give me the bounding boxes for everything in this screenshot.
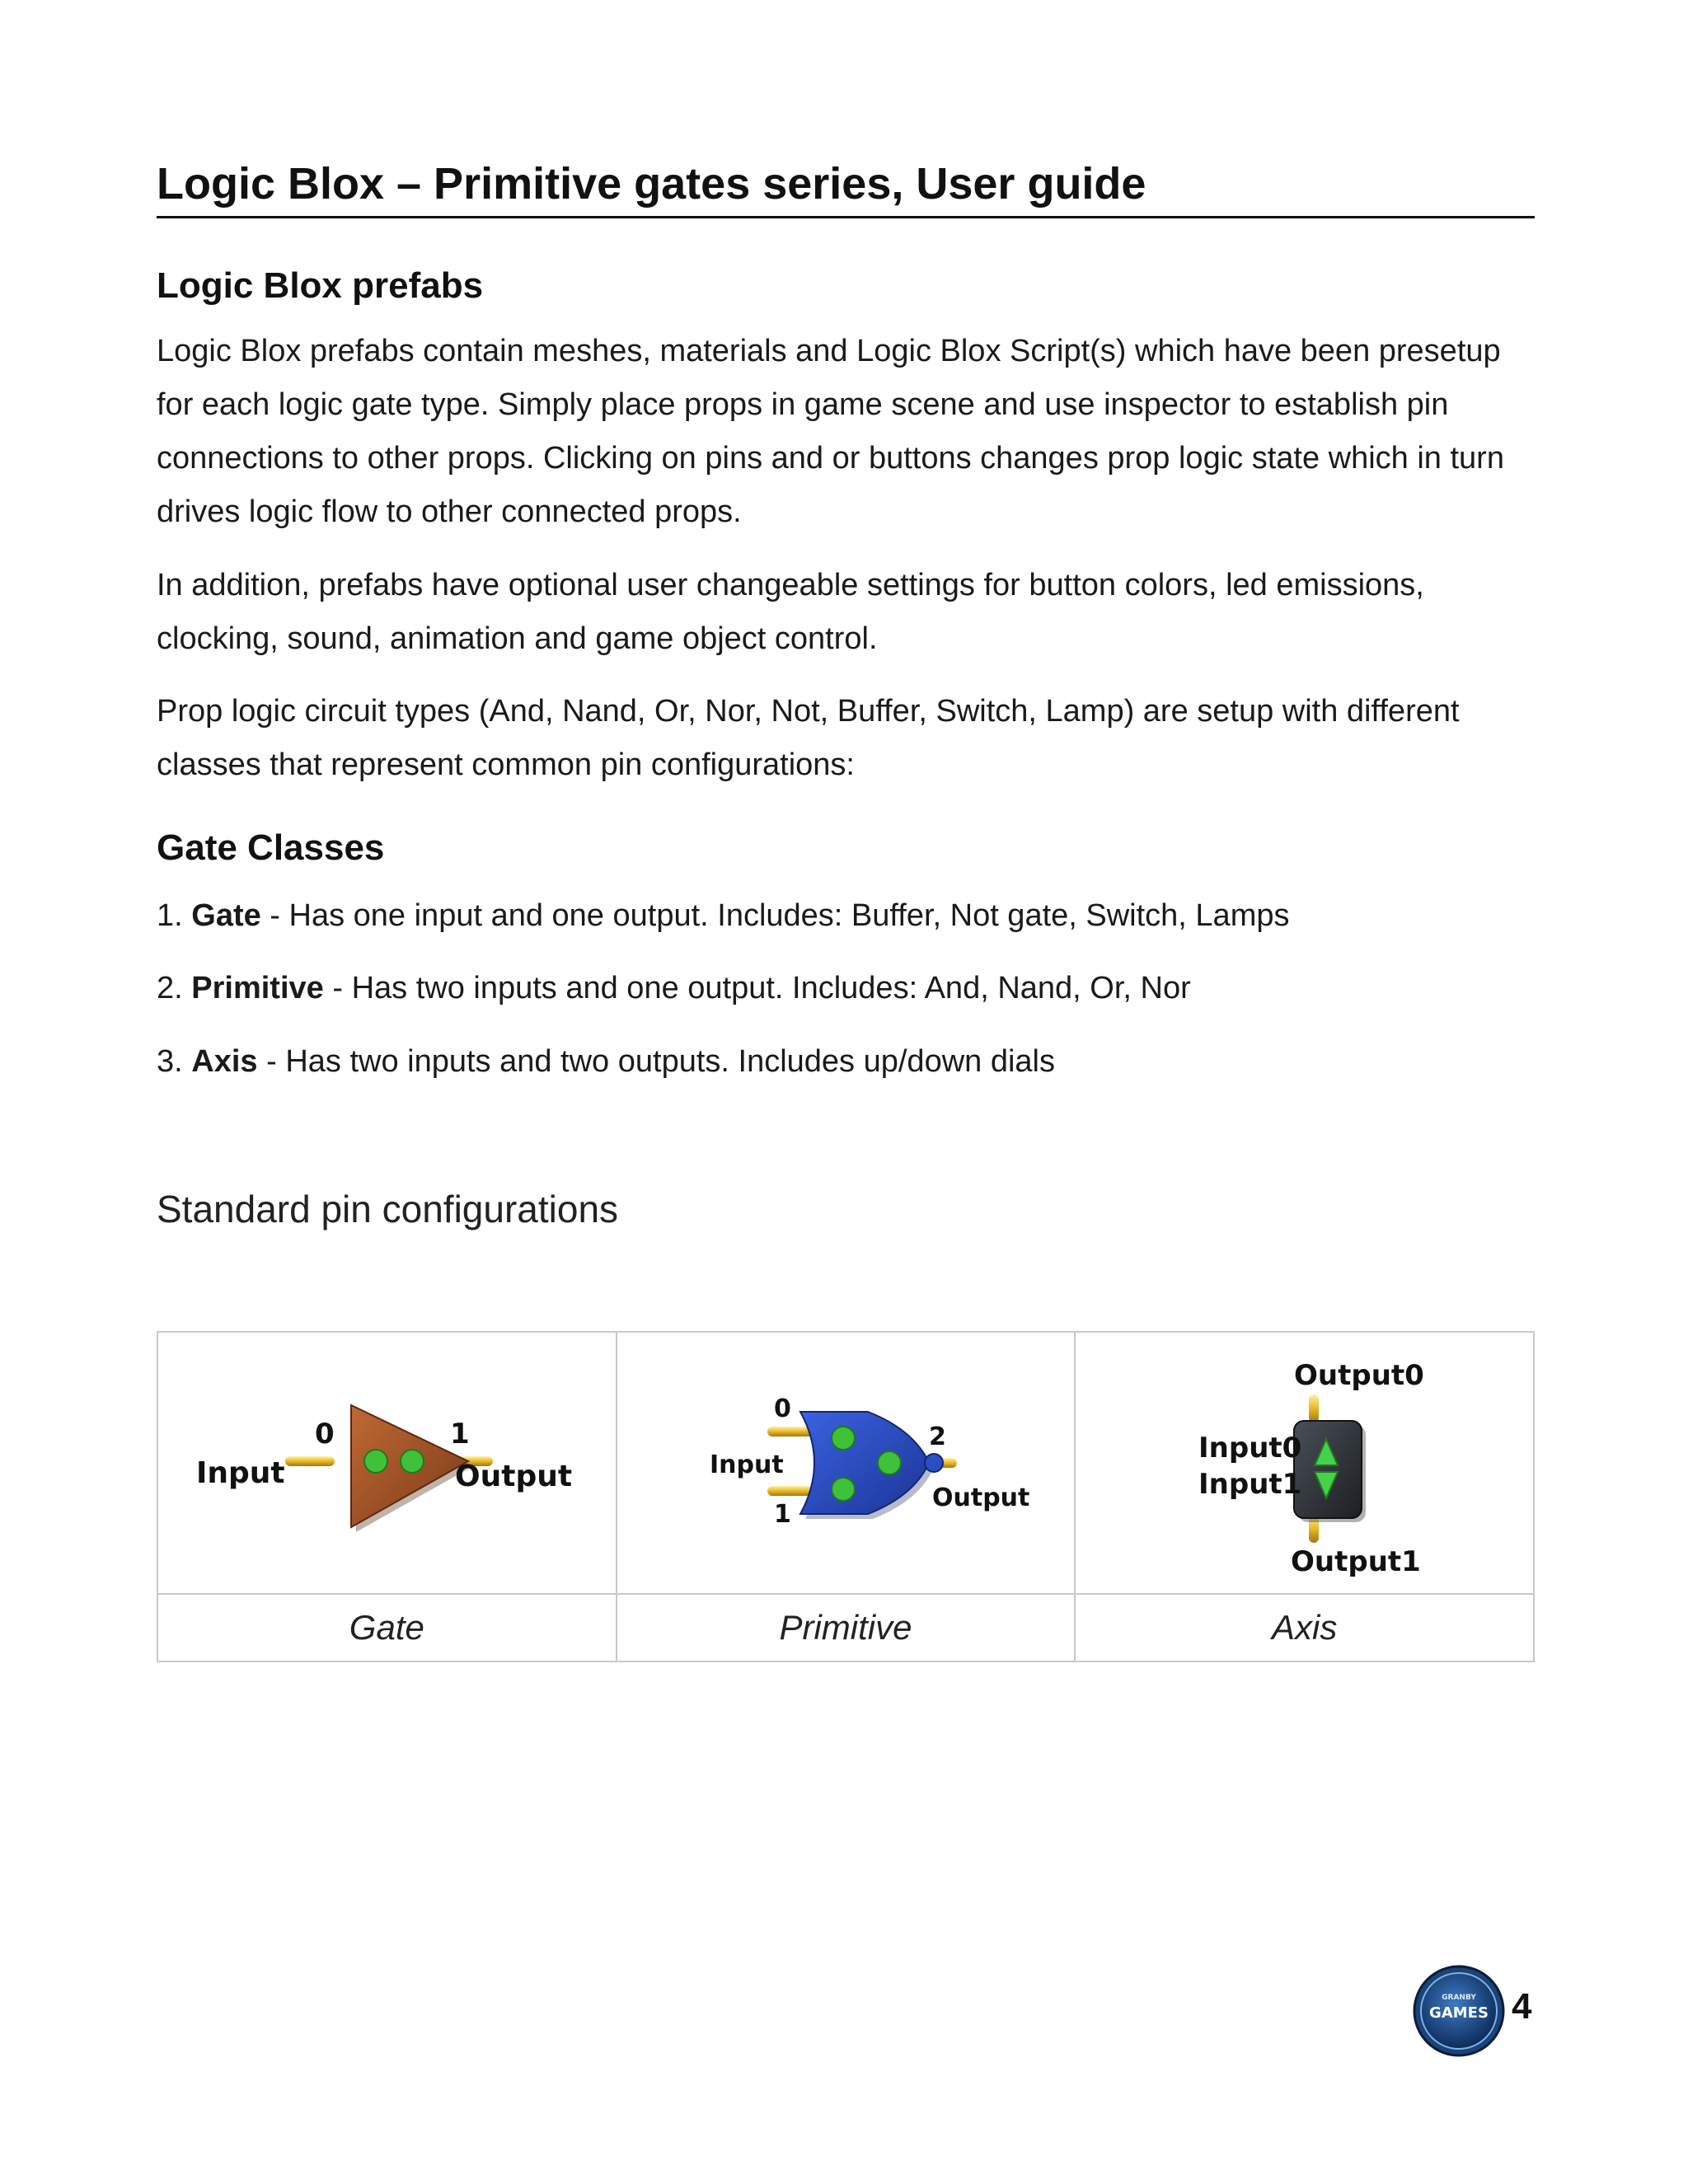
list-term: Primitive [191,971,324,1005]
paragraph-circuit-types: Prop logic circuit types (And, Nand, Or, Nor, Not, Buffer, Switch, Lamp) are setup with different classes that represent common pin configurations: [157,694,1460,782]
primitive-figure-cell [617,1332,1076,1594]
list-description: - Has one input and one output. Includes: Buffer, Not gate, Switch, Lamps [260,898,1290,933]
gate-diagram [193,1364,580,1562]
pin-config-heading: Standard pin configurations [157,1188,619,1230]
list-description: - Has two inputs and two outputs. Includes up/down dials [257,1044,1055,1079]
primitive-output-bubble-icon [925,1454,943,1472]
gate-led-left-icon [364,1450,387,1473]
section-heading-gate-classes: Gate Classes [157,827,385,868]
section-heading-prefabs: Logic Blox prefabs [157,265,484,306]
list-term: Gate [191,898,261,933]
axis-figure-cell [1075,1332,1534,1594]
title-underline [157,216,1535,218]
granby-games-logo [1411,1963,1507,2059]
primitive-diagram [652,1364,1039,1562]
list-item-axis [157,1040,1055,1083]
gate-figure-cell [157,1332,617,1594]
gate-pin1-label: 1 [450,1418,470,1451]
axis-output0-label: Output0 [1293,1359,1424,1392]
list-number: 2. [157,971,183,1005]
primitive-led-bottom-icon [832,1478,855,1501]
list-item-gate [157,894,1289,937]
document-title: Logic Blox – Primitive gates series, User guide [157,159,1146,209]
table-row-figures [157,1332,1534,1594]
primitive-pin1-label: 1 [773,1500,791,1529]
primitive-pin0-label: 0 [773,1394,791,1423]
gate-caption: Gate [157,1594,617,1661]
primitive-input0-pin [767,1427,814,1436]
logo-text-top: GRANBY [1442,1994,1476,2002]
page-number: 4 [1512,1986,1532,2027]
axis-diagram [1111,1343,1498,1582]
axis-input0-label: Input0 [1198,1432,1301,1465]
gate-led-right-icon [401,1450,424,1473]
list-number: 1. [157,898,183,933]
gate-input-pin [285,1456,335,1466]
axis-caption: Axis [1075,1594,1534,1661]
primitive-pin2-label: 2 [928,1422,946,1451]
gate-output-label: Output [455,1460,573,1493]
paragraph-optional-settings: In addition, prefabs have optional user changeable settings for button colors, led emissions, clocking, sound, animation and game object control. [157,568,1424,656]
pin-config-table [157,1331,1535,1662]
table-row-captions [157,1594,1534,1661]
primitive-input1-pin [767,1486,814,1496]
axis-output1-label: Output1 [1290,1545,1421,1578]
list-term: Axis [191,1044,258,1079]
primitive-caption: Primitive [617,1594,1076,1661]
primitive-input-label: Input [709,1451,784,1479]
axis-input1-label: Input1 [1198,1468,1301,1501]
gate-input-label: Input [196,1456,285,1490]
paragraph-prefabs-intro: Logic Blox prefabs contain meshes, materials and Logic Blox Script(s) which have been presetup for each logic gate type. Simply place props in game scene and use inspector to establish pin connections to other props. Clicking on pins and or buttons changes prop logic state which in turn drives logic flow to other connected props. [157,334,1504,529]
list-description: - Has two inputs and one output. Includes: And, Nand, Or, Nor [323,971,1191,1005]
axis-body-shape [1294,1421,1362,1518]
primitive-body-shape [800,1412,929,1514]
gate-pin0-label: 0 [315,1418,335,1451]
list-number: 3. [157,1044,183,1079]
axis-output0-pin [1309,1394,1319,1422]
logo-text-main: GAMES [1429,2004,1489,2022]
primitive-led-top-icon [832,1427,855,1450]
list-item-primitive [157,967,1191,1010]
primitive-led-output-icon [878,1451,901,1474]
primitive-output-label: Output [931,1483,1030,1512]
